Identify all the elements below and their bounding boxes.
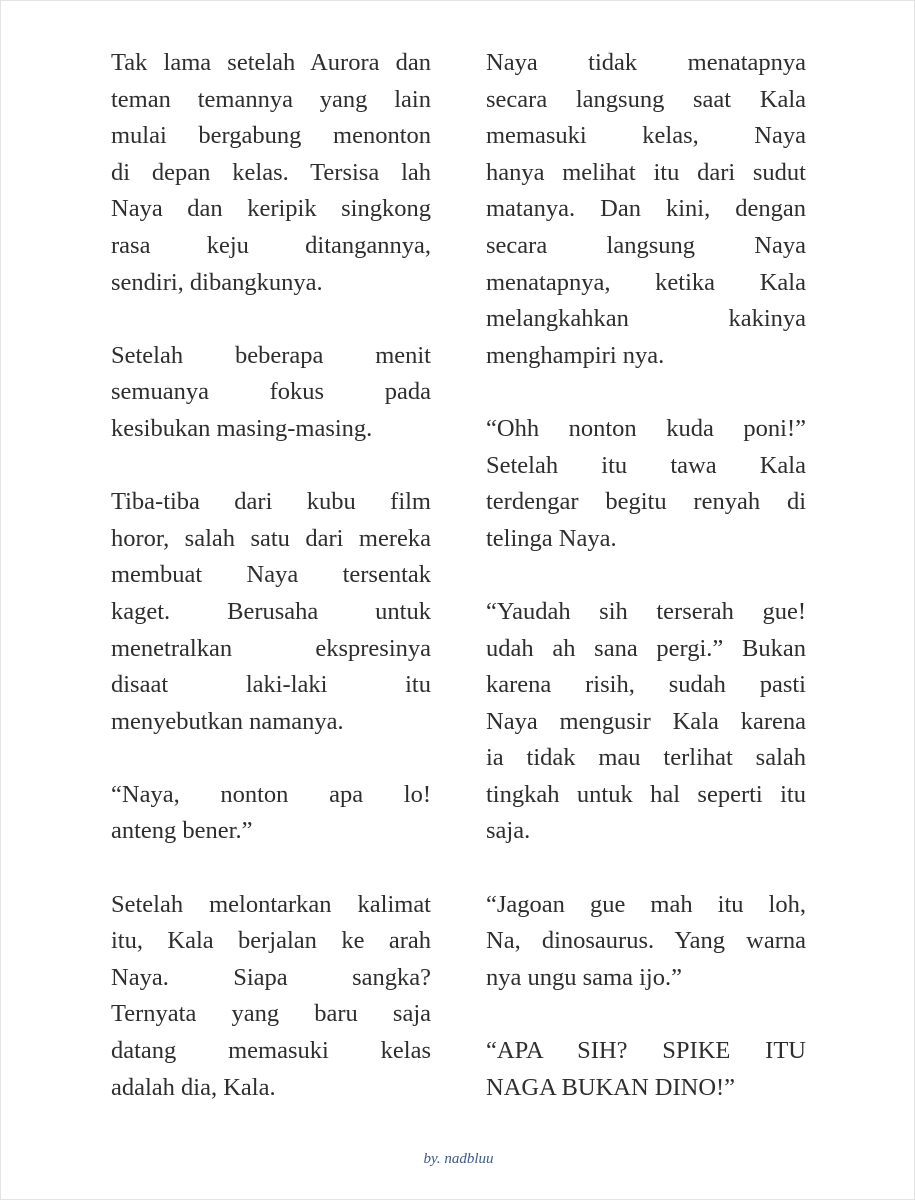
right-paragraph [486, 1033, 806, 1106]
left-paragraph [111, 45, 431, 301]
text-line: telinga Naya. [486, 524, 617, 552]
text-line: datang memasuki kelas [111, 1037, 431, 1065]
text-line: “Jagoan gue mah itu loh, [486, 890, 806, 918]
text-line: NAGA BUKAN DINO!” [486, 1073, 736, 1101]
left-paragraph [111, 484, 431, 740]
text-line: teman temannya yang lain [111, 85, 431, 113]
right-paragraph [486, 594, 806, 850]
text-line: menghampiri nya. [486, 341, 665, 369]
text-line: menetralkan ekspresinya [111, 634, 431, 662]
text-line: melangkahkan kakinya [486, 305, 806, 333]
text-line: “Yaudah sih terserah gue! [486, 597, 806, 625]
text-line: Setelah melontarkan kalimat [111, 890, 431, 918]
text-line: Tiba-tiba dari kubu film [111, 488, 431, 516]
text-line: sendiri, dibangkunya. [111, 268, 323, 296]
left-column [111, 45, 431, 1106]
left-paragraph [111, 338, 431, 448]
text-line: “Naya, nonton apa lo! [111, 780, 431, 808]
text-line: Tak lama setelah Aurora dan [111, 49, 431, 76]
left-paragraph [111, 887, 431, 1107]
text-line: kaget. Berusaha untuk [111, 597, 431, 625]
text-line: di depan kelas. Tersisa lah [111, 158, 431, 186]
text-line: adalah dia, Kala. [111, 1073, 276, 1101]
right-paragraph [486, 411, 806, 557]
text-line: Naya mengusir Kala karena [486, 707, 806, 735]
text-line: “Ohh nonton kuda poni!” [486, 414, 806, 442]
text-line: udah ah sana pergi.” Bukan [486, 634, 806, 662]
text-line: anteng bener.” [111, 817, 253, 845]
text-line: saja. [486, 817, 531, 845]
text-line: semuanya fokus pada [111, 378, 431, 406]
right-column [486, 45, 806, 1106]
text-line: Naya. Siapa sangka? [111, 963, 431, 991]
text-line: secara langsung Naya [486, 231, 806, 259]
text-line: Naya dan keripik singkong [111, 195, 431, 223]
text-line: disaat laki-laki itu [111, 671, 431, 699]
text-line: tingkah untuk hal seperti itu [486, 780, 806, 808]
text-line: memasuki kelas, Naya [486, 122, 806, 150]
text-line: secara langsung saat Kala [486, 85, 806, 113]
text-line: kesibukan masing-masing. [111, 414, 373, 442]
right-paragraph [486, 45, 806, 374]
text-line: Naya tidak menatapnya [486, 49, 806, 76]
text-line: ia tidak mau terlihat salah [486, 744, 806, 772]
text-line: rasa keju ditangannya, [111, 231, 431, 259]
right-paragraph [486, 887, 806, 997]
text-line: hanya melihat itu dari sudut [486, 158, 806, 186]
text-line: matanya. Dan kini, dengan [486, 195, 806, 223]
text-line: “APA SIH? SPIKE ITU [486, 1037, 806, 1065]
author-signature: by. nadbluu [423, 1151, 494, 1167]
text-line: nya ungu sama ijo.” [486, 963, 682, 991]
text-line: Ternyata yang baru saja [111, 1000, 431, 1028]
text-line: membuat Naya tersentak [111, 561, 431, 589]
text-line: mulai bergabung menonton [111, 122, 431, 150]
left-paragraph [111, 777, 431, 850]
text-line: itu, Kala berjalan ke arah [111, 927, 431, 955]
text-line: Setelah itu tawa Kala [486, 451, 806, 479]
text-line: menatapnya, ketika Kala [486, 268, 806, 296]
text-line: menyebutkan namanya. [111, 707, 344, 735]
text-line: Na, dinosaurus. Yang warna [486, 927, 806, 955]
text-line: horor, salah satu dari mereka [111, 524, 431, 552]
text-line: terdengar begitu renyah di [486, 488, 806, 516]
text-line: Setelah beberapa menit [111, 341, 431, 369]
text-line: karena risih, sudah pasti [486, 671, 806, 699]
